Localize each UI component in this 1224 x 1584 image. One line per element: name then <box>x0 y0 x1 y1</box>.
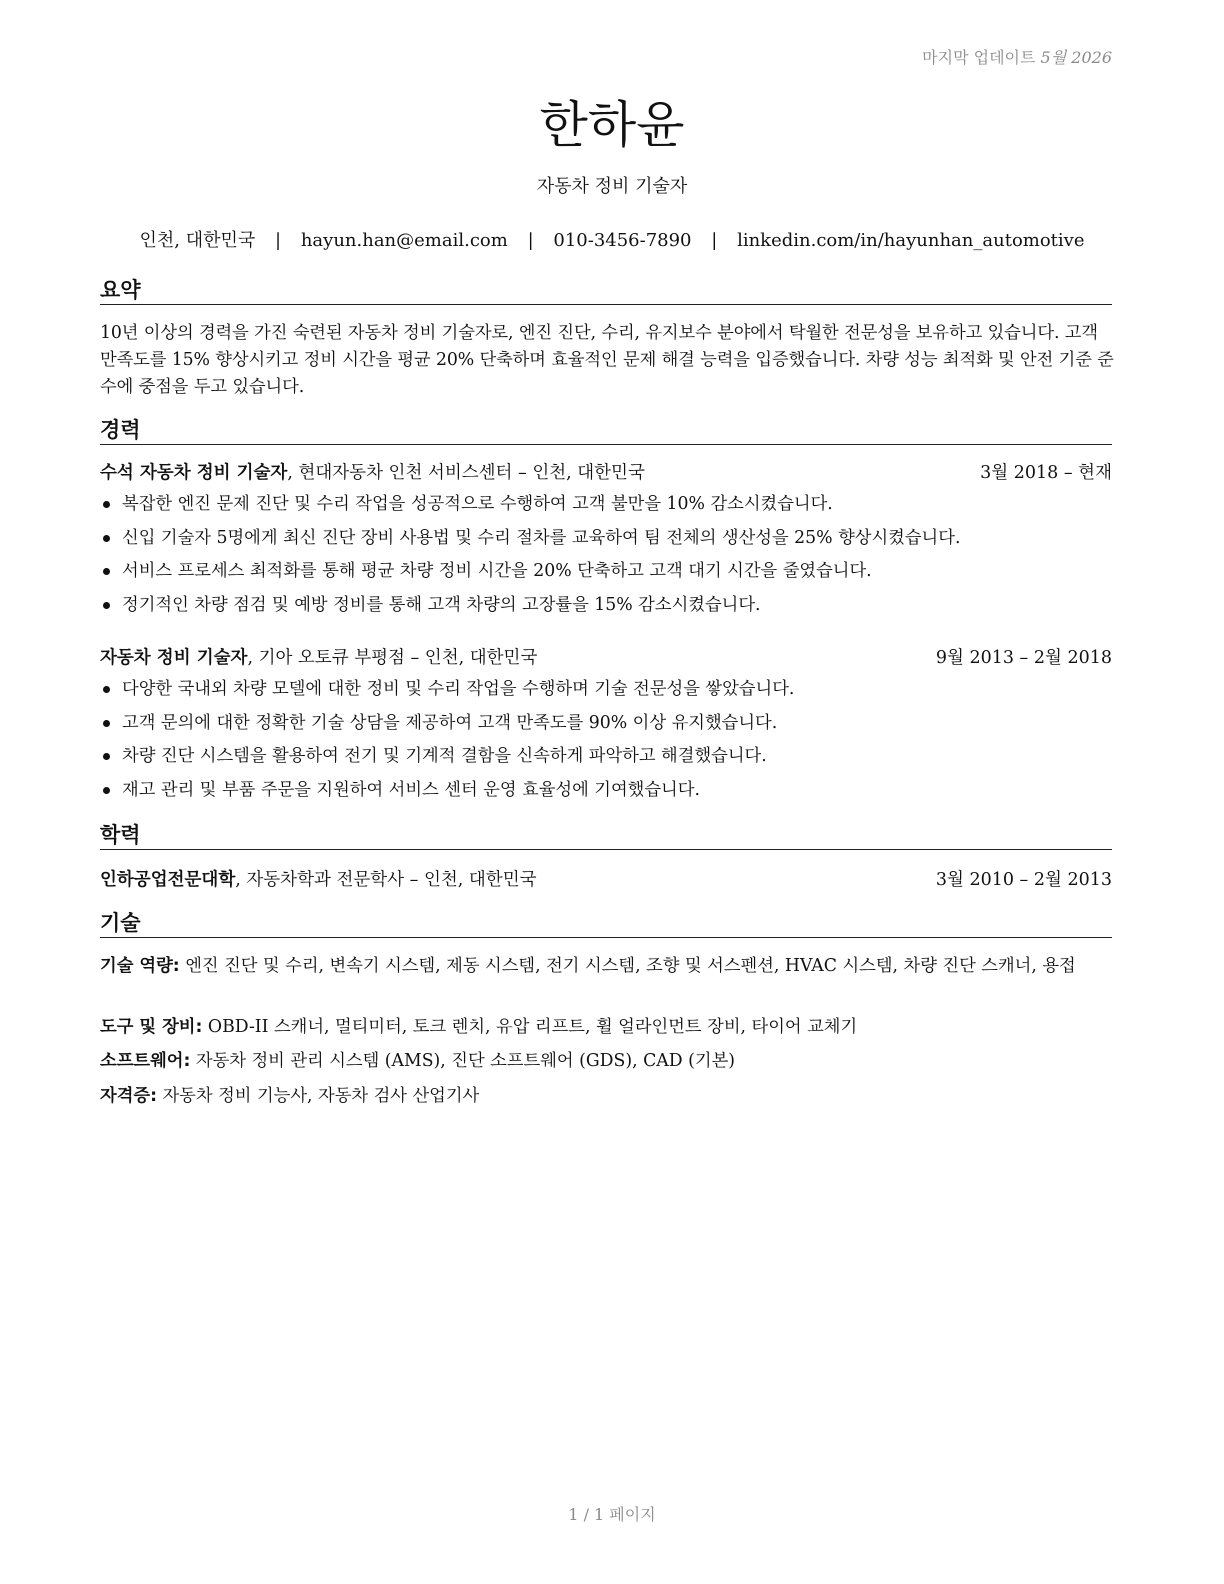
skill-line <box>100 1083 1116 1110</box>
last-updated-month: 5월 <box>1040 48 1067 67</box>
job-bullets <box>100 676 1112 811</box>
contact-location: 인천, 대한민국 <box>139 230 256 251</box>
skill-label: 도구 및 장비: <box>100 1017 203 1037</box>
list-item <box>100 777 1112 811</box>
education-entry <box>100 867 1112 893</box>
job-position <box>100 460 645 486</box>
bullet-icon <box>103 602 110 609</box>
education-detail: , 자동차학과 전문학사 – 인천, 대한민국 <box>235 870 537 890</box>
page-number: 1 / 1 페이지 <box>568 1505 656 1524</box>
job-header <box>100 460 1112 486</box>
candidate-name: 한하윤 <box>539 96 685 154</box>
list-item <box>100 558 1112 592</box>
skill-line <box>100 953 1116 980</box>
job-header <box>100 645 1112 671</box>
contact-email[interactable]: hayun.han@email.com <box>300 230 508 251</box>
bullet-icon <box>103 787 110 794</box>
contact-separator: | <box>275 230 282 251</box>
bullet-icon <box>103 753 110 760</box>
bullet-icon <box>103 535 110 542</box>
bullet-text: 재고 관리 및 부품 주문을 지원하여 서비스 센터 운영 효율성에 기여했습니다. <box>122 780 700 801</box>
bullet-text: 서비스 프로세스 최적화를 통해 평균 차량 정비 시간을 20% 단축하고 고객 대기 시간을 줄였습니다. <box>122 561 872 582</box>
summary-text: 10년 이상의 경력을 가진 숙련된 자동차 정비 기술자로, 엔진 진단, 수리, 유지보수 분야에서 탁월한 전문성을 보유하고 있습니다. 고객 만족도를 15% 향상시키고 정비 시간을 평균 20% 단축하며 효율적인 문제 해결 능력을 입증했습니다. 차량 성능 최적화 및 안전 기준 준수에 중점을 두고 있습니다. <box>100 323 1114 397</box>
bullet-icon <box>103 686 110 693</box>
contact-separator: | <box>711 230 718 251</box>
skill-label: 자격증: <box>100 1086 157 1106</box>
bullet-text: 복잡한 엔진 문제 진단 및 수리 작업을 성공적으로 수행하여 고객 불만을 10% 감소시켰습니다. <box>122 494 833 514</box>
contact-phone[interactable]: 010-3456-7890 <box>553 230 692 251</box>
skill-line <box>100 1014 1116 1041</box>
job-dates: 3월 2018 – 현재 <box>980 463 1112 483</box>
list-item <box>100 710 1112 744</box>
section-heading-summary: 요약 <box>100 278 1112 305</box>
job-role: 자동차 정비 기술자 <box>100 648 248 668</box>
contact-separator: | <box>527 230 534 251</box>
list-item <box>100 592 1112 626</box>
skill-label: 소프트웨어: <box>100 1051 191 1071</box>
education-school: 인하공업전문대학 <box>100 870 236 890</box>
job-role: 수석 자동차 정비 기술자 <box>100 463 288 483</box>
job-dates: 9월 2013 – 2월 2018 <box>935 648 1112 668</box>
skill-text: OBD-II 스캐너, 멀티미터, 토크 렌치, 유압 리프트, 휠 얼라인먼트 장비, 타이어 교체기 <box>202 1017 858 1037</box>
bullet-text: 신입 기술자 5명에게 최신 진단 장비 사용법 및 수리 절차를 교육하여 팀 전체의 생산성을 25% 향상시켰습니다. <box>122 527 961 548</box>
skill-line <box>100 1048 1116 1075</box>
contact-line <box>0 226 1224 252</box>
section-heading-experience: 경력 <box>100 418 1112 445</box>
job-org: , 기아 오토큐 부평점 – 인천, 대한민국 <box>247 648 538 668</box>
skill-text: 엔진 진단 및 수리, 변속기 시스템, 제동 시스템, 전기 시스템, 조향 및 서스펜션, HVAC 시스템, 차량 진단 스캐너, 용접 <box>179 956 1076 976</box>
last-updated-label: 마지막 업데이트 <box>922 48 1036 67</box>
bullet-text: 차량 진단 시스템을 활용하여 전기 및 기계적 결함을 신속하게 파악하고 해결했습니다. <box>122 746 767 767</box>
bullet-icon <box>103 720 110 727</box>
job-org: , 현대자동차 인천 서비스센터 – 인천, 대한민국 <box>287 463 645 483</box>
last-updated <box>922 45 1112 68</box>
bullet-text: 고객 문의에 대한 정확한 기술 상담을 제공하여 고객 만족도를 90% 이상 유지했습니다. <box>122 712 778 733</box>
candidate-title: 자동차 정비 기술자 <box>536 176 688 197</box>
skill-label: 기술 역량: <box>100 956 180 976</box>
bullet-text: 정기적인 차량 점검 및 예방 정비를 통해 고객 차량의 고장률을 15% 감소시켰습니다. <box>122 595 761 616</box>
contact-linkedin[interactable]: linkedin.com/in/hayunhan_automotive <box>737 230 1085 251</box>
list-item <box>100 743 1112 777</box>
job-position <box>100 645 537 671</box>
bullet-icon <box>103 501 110 508</box>
section-heading-education: 학력 <box>100 823 1112 850</box>
job-bullets <box>100 491 1112 626</box>
skill-text: 자동차 정비 관리 시스템 (AMS), 진단 소프트웨어 (GDS), CAD (기본) <box>190 1051 736 1071</box>
list-item <box>100 491 1112 525</box>
education-dates: 3월 2010 – 2월 2013 <box>935 870 1112 890</box>
bullet-text: 다양한 국내외 차량 모델에 대한 정비 및 수리 작업을 수행하며 기술 전문성을 쌓았습니다. <box>122 679 795 699</box>
section-heading-skills: 기술 <box>100 911 1112 938</box>
skill-text: 자동차 정비 기능사, 자동차 검사 산업기사 <box>157 1086 480 1106</box>
list-item <box>100 676 1112 710</box>
list-item <box>100 525 1112 559</box>
last-updated-year: 2026 <box>1071 48 1112 67</box>
bullet-icon <box>103 568 110 575</box>
education-info <box>100 867 537 893</box>
